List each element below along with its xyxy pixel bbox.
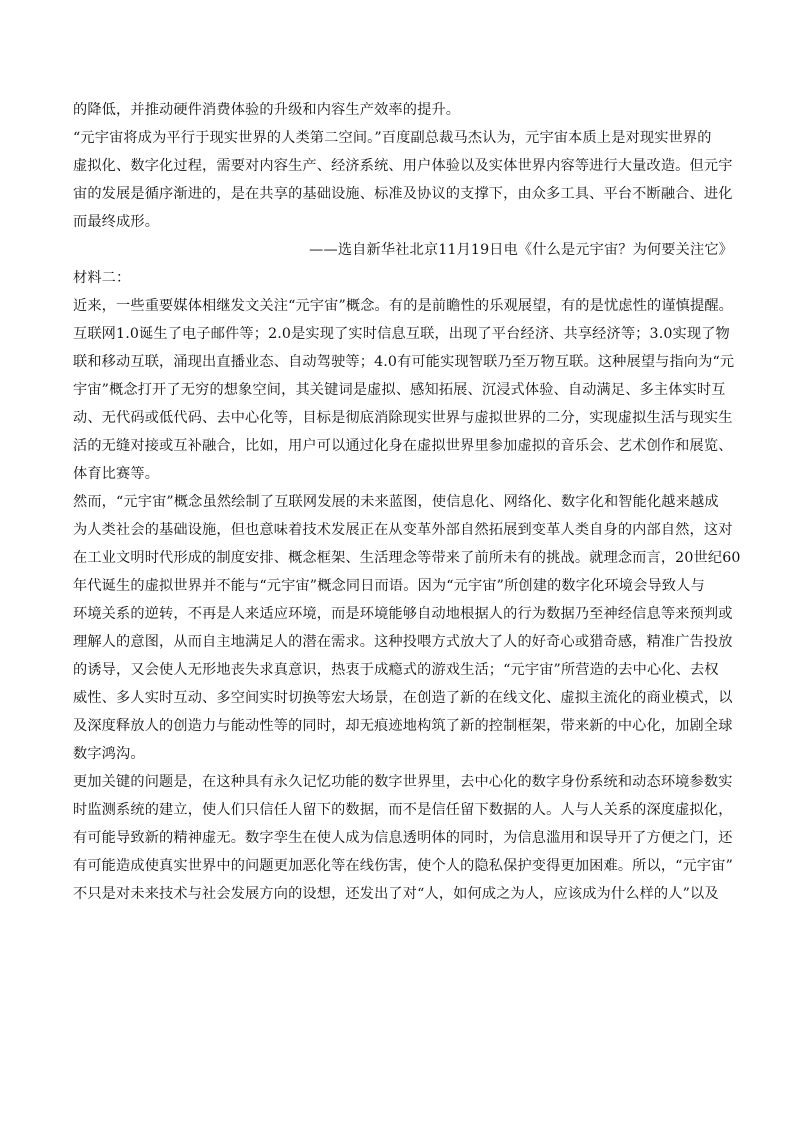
text-line: 理解人的意图，从而自主地满足人的潜在需求。这种投喂方式放大了人的好奇心或猎奇感，精准广告投放 — [73, 634, 733, 650]
text-line: 的降低，并推动硬件消费体验的升级和内容生产效率的提升。 — [73, 102, 461, 118]
text-line: 宙的发展是循序渐进的，是在共享的基础设施、标准及协议的支撑下，由众多工具、平台不断融合、进化 — [73, 186, 733, 202]
text-line: 更加关键的问题是，在这种具有永久记忆功能的数字世界里，去中心化的数字身份系统和动态环境参数实 — [73, 774, 733, 790]
text-line: 年代诞生的虚拟世界并不能与“元宇宙”概念同日而语。因为“元宇宙”所创建的数字化环境会导致人与 — [73, 578, 705, 594]
text-line: “元宇宙将成为平行于现实世界的人类第二空间。”百度副总裁马杰认为，元宇宙本质上是对现实世界的 — [73, 130, 712, 146]
text-line: 数字鸿沟。 — [73, 746, 145, 762]
text-line: 及深度释放人的创造力与能动性等的同时，却无痕迹地构筑了新的控制框架，带来新的中心化，加剧全球 — [73, 718, 733, 734]
text-line: 近来，一些重要媒体相继发文关注“元宇宙”概念。有的是前瞻性的乐观展望，有的是忧虑性的谨慎提醒。 — [73, 298, 733, 314]
text-line: 不只是对未来技术与社会发展方向的设想，还发出了对“人，如何成之为人，应该成为什么样的人”以及 — [73, 886, 719, 902]
text-line: 然而，“元宇宙”概念虽然绘制了互联网发展的未来蓝图，使信息化、网络化、数字化和智能化越来越成 — [73, 494, 719, 510]
text-line: 时监测系统的建立，使人们只信任人留下的数据，而不是信任留下数据的人。人与人关系的深度虚拟化， — [73, 802, 733, 818]
text-line: 互联网1.0诞生了电子邮件等；2.0是实现了实时信息互联，出现了平台经济、共享经济等；3.0实现了物 — [73, 326, 730, 342]
source-citation: ——选自新华社北京11月19日电《什么是元宇宙？为何要关注它》 — [309, 242, 733, 258]
text-line: 为人类社会的基础设施，但也意味着技术发展正在从变革外部自然拓展到变革人类自身的内部自然，这对 — [73, 522, 733, 538]
text-line: 动、无代码或低代码、去中心化等，目标是彻底消除现实世界与虚拟世界的二分，实现虚拟生活与现实生 — [73, 410, 733, 426]
document-body — [73, 96, 741, 908]
text-line: 的诱导，又会使人无形地丧失求真意识，热衷于成瘾式的游戏生活；“元宇宙”所营造的去中心化、去权 — [73, 662, 719, 678]
text-line: 环境关系的逆转，不再是人来适应环境，而是环境能够自动地根据人的行为数据乃至神经信息等来预判或 — [73, 606, 733, 622]
text-line: 联和移动互联，涌现出直播业态、自动驾驶等；4.0有可能实现智联乃至万物互联。这种展望与指向为“元 — [73, 354, 735, 370]
text-line: 有可能造成使真实世界中的问题更加恶化等在线伤害，使个人的隐私保护变得更加困难。所以，“元宇宙” — [73, 858, 733, 874]
text-line: 活的无缝对接或互补融合，比如，用户可以通过化身在虚拟世界里参加虚拟的音乐会、艺术创作和展览、 — [73, 438, 733, 454]
section-heading: 材料二： — [73, 270, 131, 286]
text-line: 有可能导致新的精神虚无。数字孪生在使人成为信息透明体的同时，为信息滥用和误导开了方便之门，还 — [73, 830, 733, 846]
text-line: 威性、多人实时互动、多空间实时切换等宏大场景，在创造了新的在线文化、虚拟主流化的商业模式，以 — [73, 690, 733, 706]
text-line: 而最终成形。 — [73, 214, 160, 230]
text-line: 宇宙”概念打开了无穷的想象空间，其关键词是虚拟、感知拓展、沉浸式体验、自动满足、多主体实时互 — [73, 382, 726, 398]
text-line: 体育比赛等。 — [73, 466, 160, 482]
text-line: 虚拟化、数字化过程，需要对内容生产、经济系统、用户体验以及实体世界内容等进行大量改造。但元宇 — [73, 158, 733, 174]
text-line: 在工业文明时代形成的制度安排、概念框架、生活理念等带来了前所未有的挑战。就理念而言，20世纪60 — [73, 550, 741, 566]
